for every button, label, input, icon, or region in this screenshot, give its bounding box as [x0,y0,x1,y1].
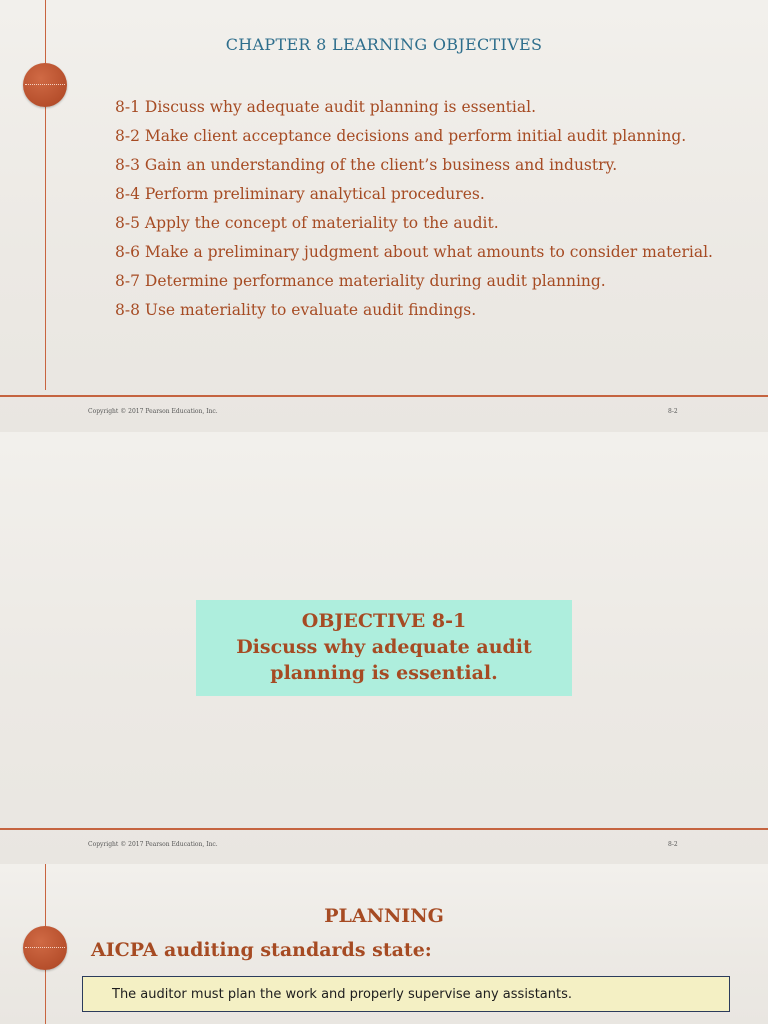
objective-item: 8-8 Use materiality to evaluate audit findings. [115,301,477,319]
footer-rule [0,828,768,830]
copyright-text: Copyright © 2017 Pearson Education, Inc. [88,841,218,848]
objective-item: 8-1 Discuss why adequate audit planning is essential. [115,98,536,116]
slide-subtitle: AICPA auditing standards state: [91,939,432,961]
quote-box [82,976,730,1012]
circle-ornament-icon [23,926,67,970]
objective-item: 8-2 Make client acceptance decisions and perform initial audit planning. [115,127,687,145]
objective-box [196,600,572,696]
objective-item: 8-3 Gain an understanding of the client’s business and industry. [115,156,618,174]
quote-text: The auditor must plan the work and properly supervise any assistants. [112,987,573,1002]
slide-title: CHAPTER 8 LEARNING OBJECTIVES [225,35,543,54]
objective-label: OBJECTIVE 8-1 [301,610,467,632]
objective-text: Discuss why adequate audit planning is essential. [236,636,532,684]
objective-item: 8-4 Perform preliminary analytical procedures. [115,185,485,203]
slide-planning [0,864,768,1024]
slide-title: PLANNING [324,905,444,927]
objectives-list [115,97,715,329]
vertical-rule [45,0,46,390]
objective-item: 8-7 Determine performance materiality during audit planning. [115,272,606,290]
copyright-text: Copyright © 2017 Pearson Education, Inc. [88,408,218,415]
footer-rule [0,395,768,397]
page-number: 8-2 [668,408,678,415]
objective-item: 8-6 Make a preliminary judgment about what amounts to consider material. [115,243,713,261]
slide-learning-objectives [0,0,768,432]
objective-item: 8-5 Apply the concept of materiality to the audit. [115,214,499,232]
slide-objective-8-1 [0,432,768,864]
page-number: 8-2 [668,841,678,848]
circle-ornament-icon [23,63,67,107]
